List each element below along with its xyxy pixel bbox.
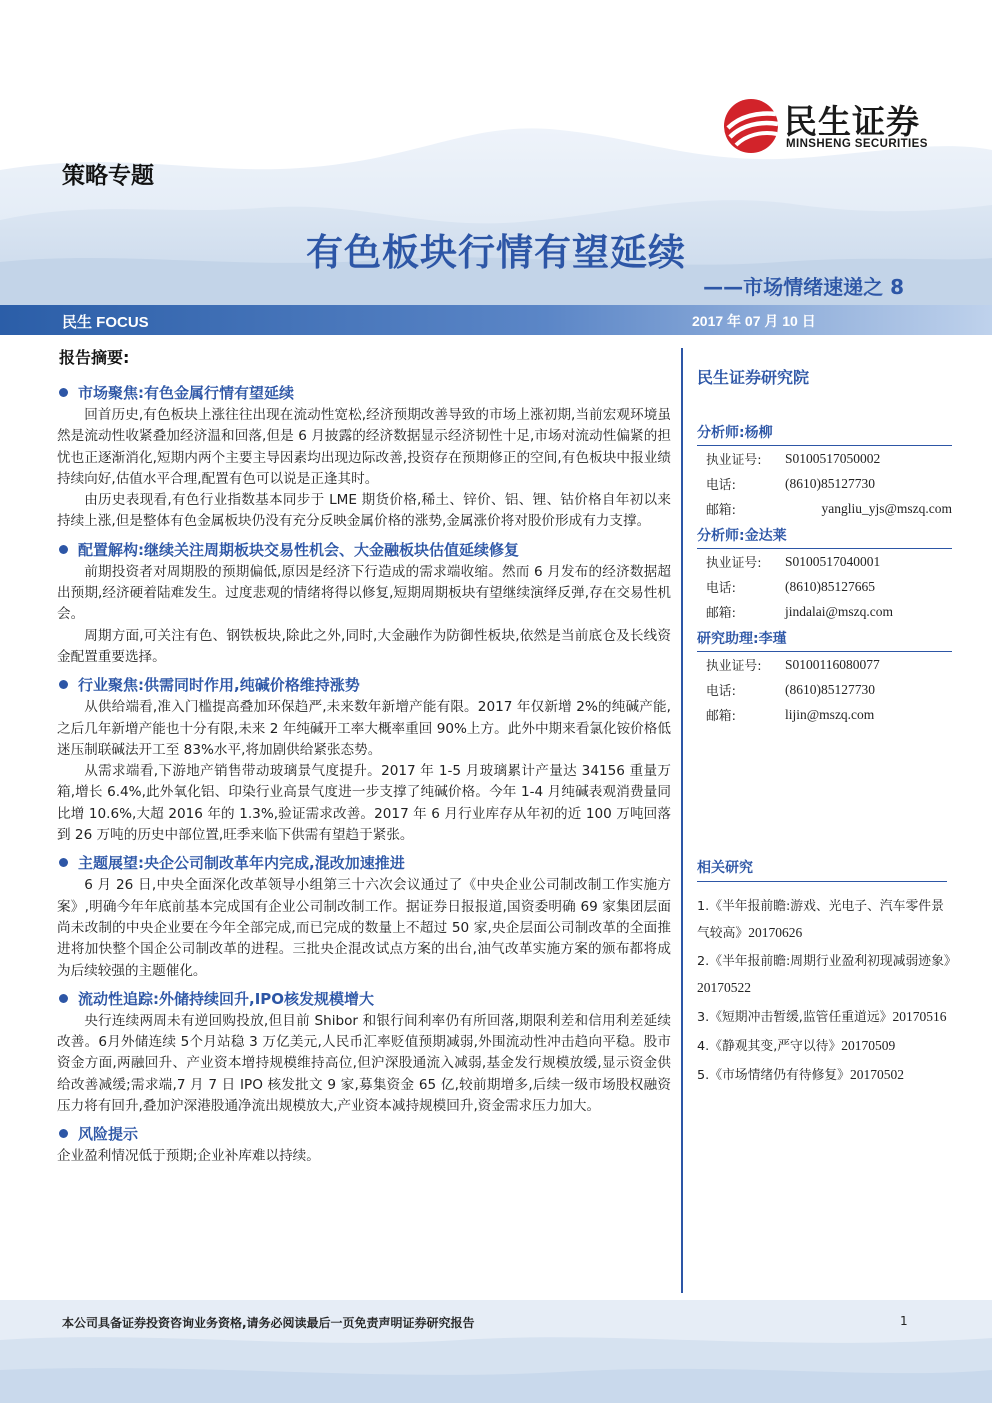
section-heading: 主题展望:央企公司制改革年内完成,混改加速推进 bbox=[57, 852, 671, 873]
email-link[interactable]: yangliu_yjs@mszq.com bbox=[821, 500, 952, 516]
info-row: 执业证号: S0100517050002 bbox=[706, 450, 881, 468]
abstract-heading: 报告摘要: bbox=[59, 348, 130, 367]
related-research-title: 相关研究 bbox=[697, 857, 947, 882]
bullet-icon bbox=[59, 388, 68, 397]
abstract-column bbox=[57, 345, 671, 1168]
info-row: 邮箱: jindalai@mszq.com bbox=[706, 603, 894, 621]
header-bar bbox=[0, 305, 992, 335]
email-link[interactable]: lijin@mszq.com bbox=[785, 706, 875, 722]
institute-name: 民生证券研究院 bbox=[697, 368, 810, 387]
paragraph: 回首历史,有色板块上涨往往出现在流动性宽松,经济预期改善导致的市场上涨初期,当前宏观环境虽然是流动性收紧叠加经济温和回落,但是 6 月披露的经济数据显示经济韧性十足,市场对流动性偏紧的担忧也正逐渐消化,短期内两个主要主导因素均出现边际改善,投资存在预期修正的空间,有色板块中报业绩持续向好,估值水平合理,配置有色可以说是正逢其时。 bbox=[57, 407, 671, 487]
info-row: 执业证号: S0100517040001 bbox=[706, 553, 881, 571]
report-category: 策略专题 bbox=[62, 162, 154, 189]
bullet-icon bbox=[59, 680, 68, 689]
brand-logo bbox=[722, 96, 962, 156]
bullet-icon bbox=[59, 545, 68, 554]
email-link[interactable]: jindalai@mszq.com bbox=[785, 603, 894, 619]
logo-english-name: MINSHENG SECURITIES bbox=[786, 138, 928, 150]
paragraph: 由历史表现看,有色行业指数基本同步于 LME 期货价格,稀土、锌价、铝、锂、钴价格自年初以来持续上涨,但是整体有色金属板块仍没有充分反映金属价格的涨势,金属涨价将对股价形成有力支撑。 bbox=[57, 492, 671, 530]
paragraph: 6 月 26 日,中央全面深化改革领导小组第三十六次会议通过了《中央企业公司制改制工作实施方案》,明确今年年底前基本完成国有企业公司制改制工作。据证券日报报道,国资委明确 69 家集团层面尚未改制的中央企业要在今年全部完成,而已完成的数量上不超过 50 家,央企层面公司制改革的全面推进将加快整个国企公司制改革的进程。三批央企混改试点方案的出台,油气改革实施方案的颁布都将成为后续较强的主题催化。 bbox=[57, 877, 671, 979]
focus-label: 民生 FOCUS bbox=[62, 314, 149, 331]
footer-disclaimer: 本公司具备证券投资咨询业务资格,请务必阅读最后一页免责声明证券研究报告 bbox=[62, 1316, 475, 1330]
column-divider bbox=[681, 348, 683, 1293]
analyst-title: 分析师:金达莱 bbox=[697, 525, 952, 549]
report-subtitle: ——市场情绪速递之 8 bbox=[703, 275, 904, 299]
related-research-item[interactable]: 1.《半年报前瞻:游戏、光电子、汽车零件景气较高》20170626 bbox=[697, 899, 944, 941]
page-footer bbox=[0, 1300, 992, 1403]
analyst-title: 分析师:杨柳 bbox=[697, 422, 952, 446]
section-heading: 流动性追踪:外储持续回升,IPO核发规模增大 bbox=[57, 988, 671, 1009]
paragraph: 前期投资者对周期股的预期偏低,原因是经济下行造成的需求端收缩。然而 6 月发布的经济数据超出预期,经济硬着陆难发生。过度悲观的情绪将得以修复,短期周期板块有望继续演绎反弹,存在交易性机会。 bbox=[57, 563, 671, 623]
section-heading: 风险提示 bbox=[57, 1123, 671, 1144]
info-row: 电话: (8610)85127665 bbox=[706, 578, 875, 596]
analyst-title: 研究助理:李瑾 bbox=[697, 628, 952, 652]
paragraph: 周期方面,可关注有色、钢铁板块,除此之外,同时,大金融作为防御性板块,依然是当前底仓及长线资金配置重要选择。 bbox=[57, 627, 671, 665]
page-number: 1 bbox=[900, 1314, 908, 1328]
paragraph: 从供给端看,准入门槛提高叠加环保趋严,未来数年新增产能有限。2017 年仅新增 2%的纯碱产能,之后几年新增产能也十分有限,未来 2 年纯碱开工率大概率重回 90%上方。此外中期来看氯化铵价格低迷压制联碱法开工至 83%水平,将加剧供给紧张态势。 bbox=[57, 699, 671, 758]
section-heading: 配置解构:继续关注周期板块交易性机会、大金融板块估值延续修复 bbox=[57, 539, 671, 560]
info-row: 电话: (8610)85127730 bbox=[706, 475, 875, 493]
related-research-item[interactable]: 4.《静观其变,严守以待》20170509 bbox=[697, 1038, 896, 1054]
related-research-item[interactable]: 3.《短期冲击暂缓,监管任重道远》20170516 bbox=[697, 1009, 947, 1025]
bullet-icon bbox=[59, 1129, 68, 1138]
section-heading: 行业聚焦:供需同时作用,纯碱价格维持涨势 bbox=[57, 674, 671, 695]
report-date: 2017 年 07 月 10 日 bbox=[692, 313, 816, 329]
info-row: 电话: (8610)85127730 bbox=[706, 681, 875, 699]
info-row: 执业证号: S0100116080077 bbox=[706, 656, 880, 674]
paragraph: 央行连续两周未有逆回购投放,但目前 Shibor 和银行间利率仍有所回落,期限利差和信用利差延续改善。6月外储连续 5个月站稳 3 万亿美元,人民币汇率贬值预期减弱,外围流动性冲击趋向平稳。股市资金方面,两融回升、产业资本增持规模维持高位,但沪深股通流入减弱,基金发行规模放缓,显示资金供给改善减缓;需求端,7 月 7 日 IPO 核发批文 9 家,募集资金 65 亿,较前期增多,后续一级市场股权融资压力将有回升,叠加沪深港股通净流出规模放大,产业资本减持规模回升,资金需求压力加大。 bbox=[57, 1012, 671, 1115]
logo-chinese-name: 民生证券 bbox=[784, 102, 920, 141]
logo-emblem-icon bbox=[722, 98, 782, 154]
report-title: 有色板块行情有望延续 bbox=[306, 231, 686, 274]
info-row: 邮箱: yangliu_yjs@mszq.com bbox=[706, 500, 952, 518]
sidebar bbox=[697, 365, 957, 1091]
info-row: 邮箱: lijin@mszq.com bbox=[706, 706, 875, 724]
report-header bbox=[0, 0, 992, 305]
related-research-item[interactable]: 5.《市场情绪仍有待修复》20170502 bbox=[697, 1067, 904, 1083]
section-heading: 市场聚焦:有色金属行情有望延续 bbox=[57, 382, 671, 403]
paragraph: 从需求端看,下游地产销售带动玻璃景气度提升。2017 年 1-5 月玻璃累计产量达 34156 重量万箱,增长 6.4%,此外氧化铝、印染行业高景气度进一步支撑了纯碱价格。今年 1-4 月纯碱表观消费量同比增 10.6%,大超 2016 年的 1.3%,验证需求改善。2017 年 6 月行业库存从年初的近 100 万吨回落到 26 万吨的历史中部位置,旺季来临下供需有望趋于紧张。 bbox=[57, 763, 671, 844]
bullet-icon bbox=[59, 858, 68, 867]
paragraph: 企业盈利情况低于预期;企业补库难以持续。 bbox=[57, 1148, 320, 1165]
related-research-item[interactable]: 2.《半年报前瞻:周期行业盈利初现减弱迹象》20170522 bbox=[697, 954, 957, 995]
bullet-icon bbox=[59, 994, 68, 1003]
related-research-list bbox=[697, 894, 957, 1089]
